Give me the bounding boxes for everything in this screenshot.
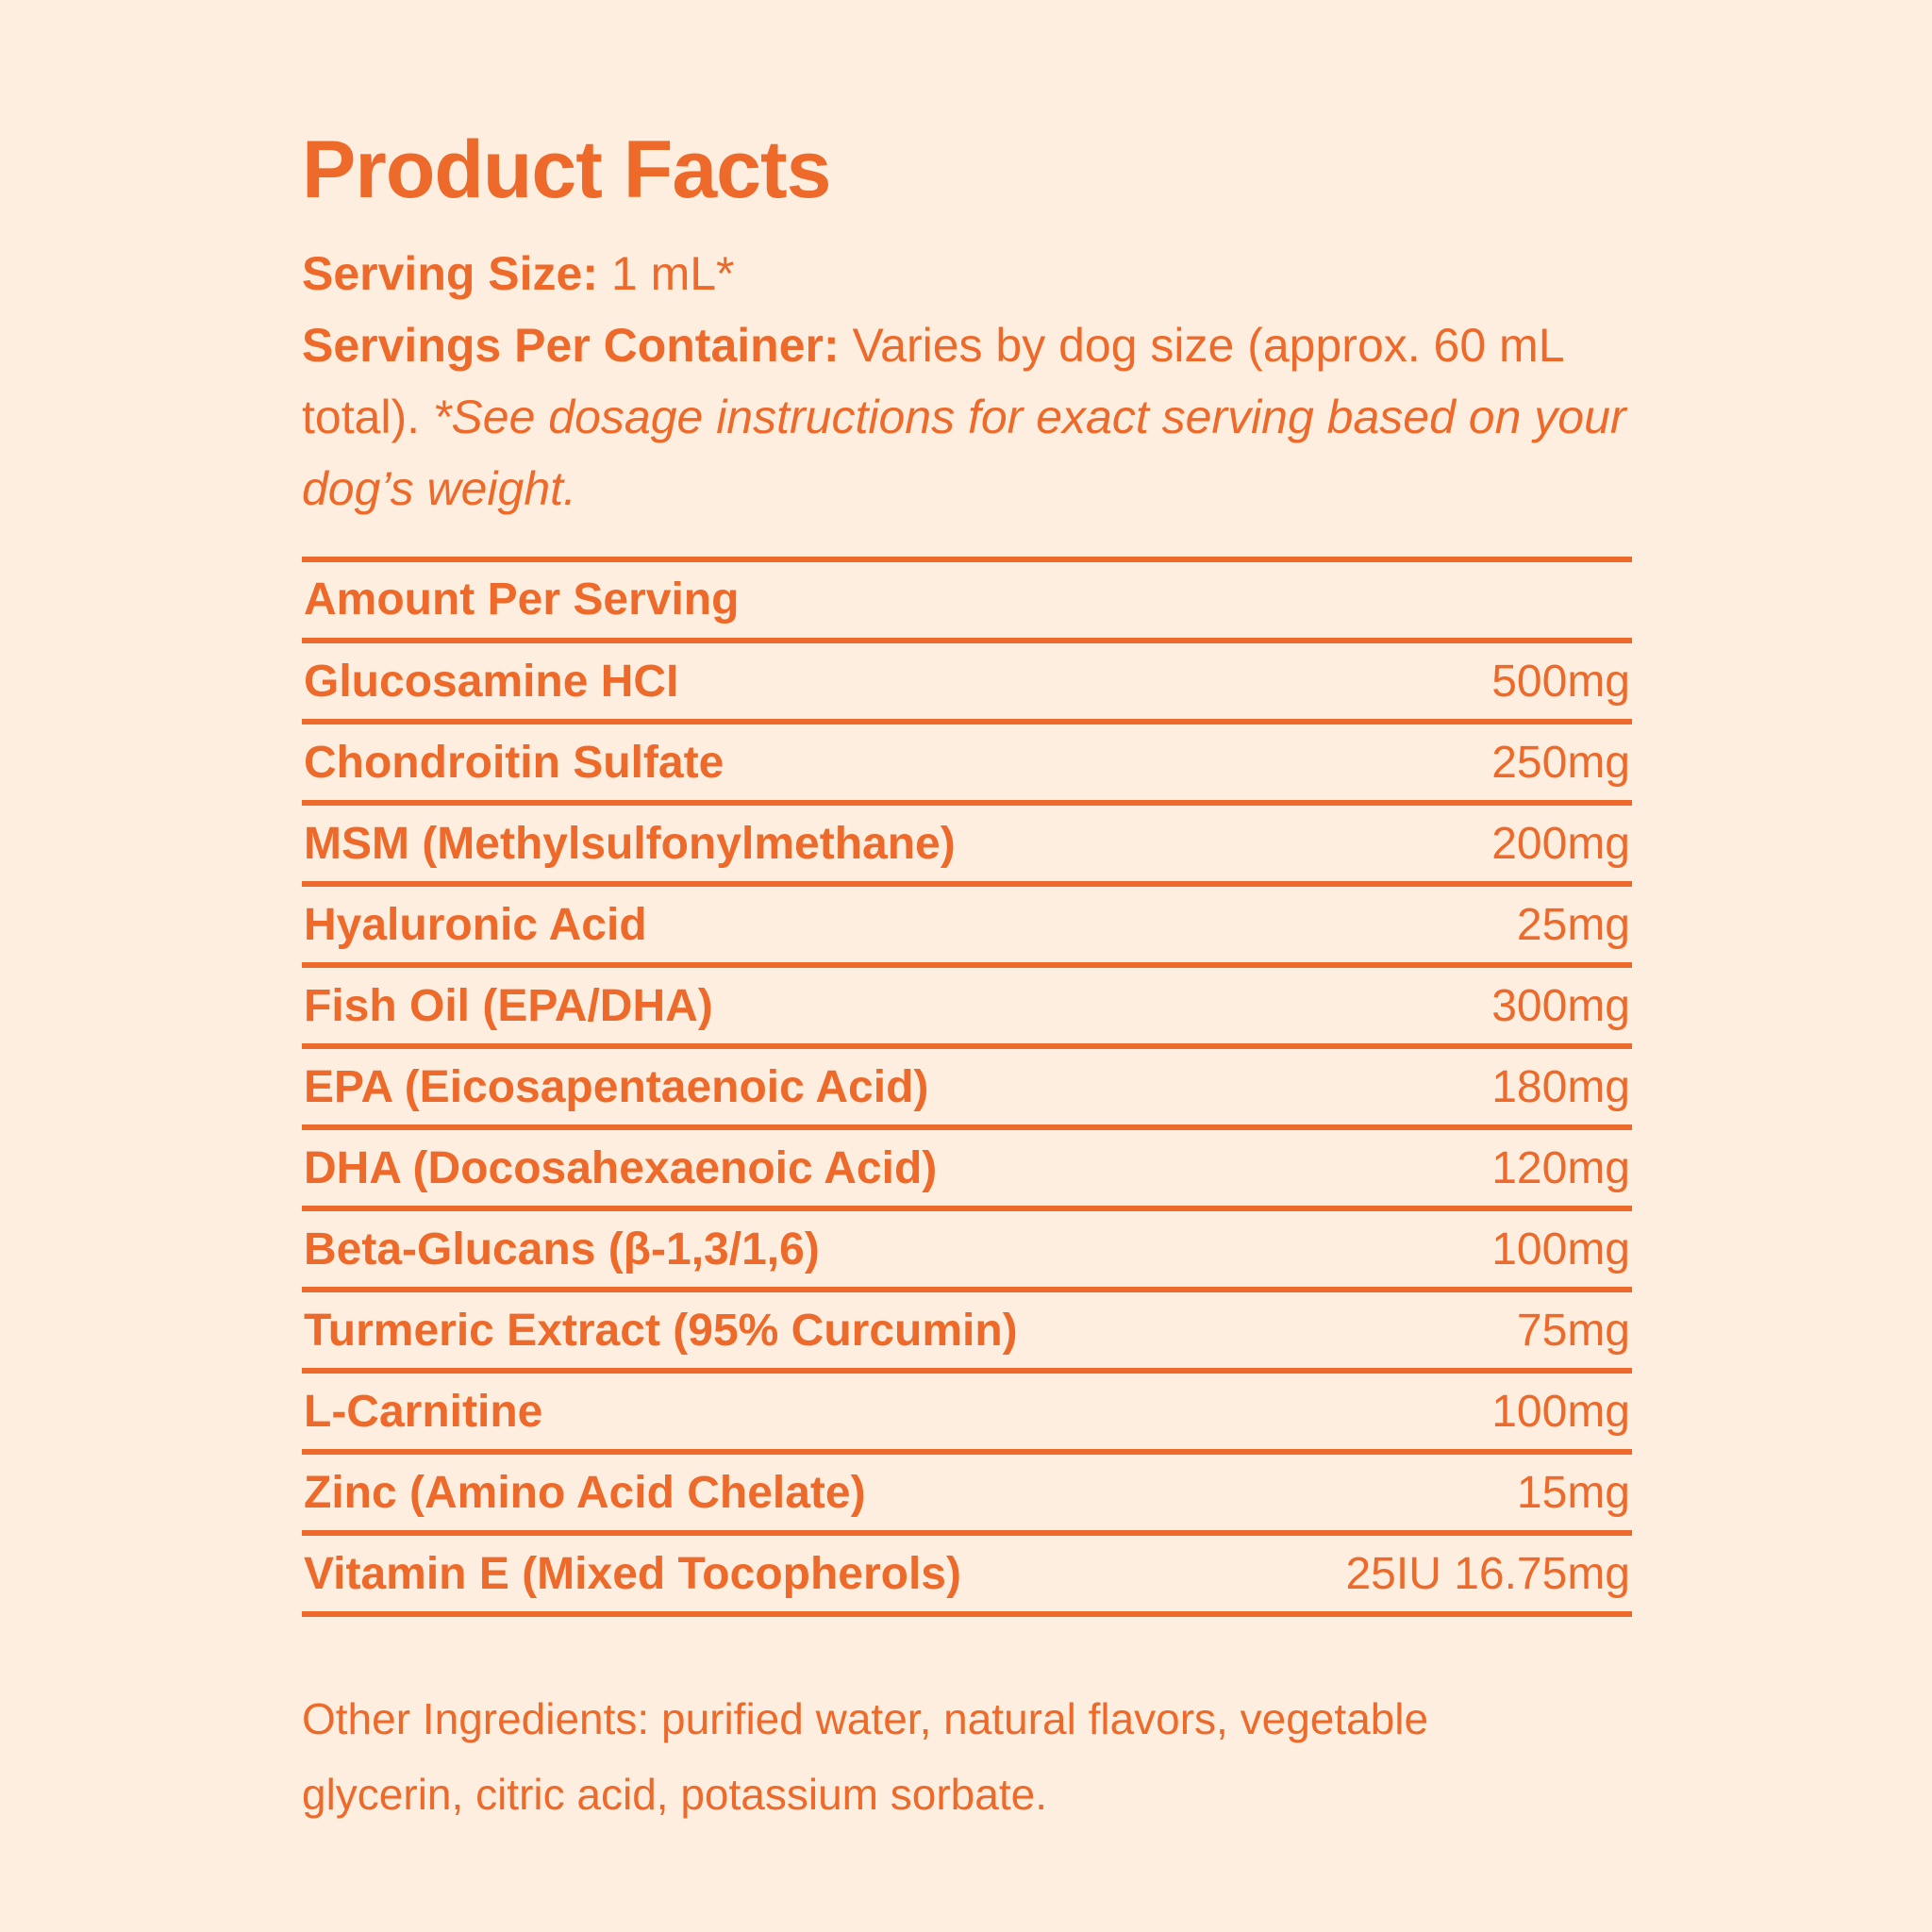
ingredient-name: Hyaluronic Acid (304, 899, 647, 950)
table-row (302, 643, 1632, 724)
ingredient-amount: 100mg (1491, 1386, 1630, 1437)
table-row (302, 1455, 1632, 1536)
serving-size-label: Serving Size: (302, 247, 598, 300)
ingredient-name: MSM (Methylsulfonylmethane) (304, 818, 956, 869)
ingredient-name: L-Carnitine (304, 1386, 543, 1437)
table-row (302, 806, 1632, 887)
table-row (302, 1049, 1632, 1130)
table-row (302, 724, 1632, 806)
ingredient-name: Fish Oil (EPA/DHA) (304, 980, 713, 1031)
ingredient-name: Chondroitin Sulfate (304, 737, 724, 788)
ingredient-amount: 500mg (1491, 656, 1630, 707)
ingredient-amount: 250mg (1491, 737, 1630, 788)
dosage-note: *See dosage instructions for exact serving based on your dog’s weight. (302, 391, 1626, 515)
serving-size-line (302, 238, 1632, 309)
table-row (302, 1292, 1632, 1374)
ingredient-name: Beta-Glucans (β-1,3/1,6) (304, 1224, 820, 1274)
ingredient-amount: 15mg (1516, 1467, 1630, 1518)
table-row (302, 1130, 1632, 1211)
ingredient-name: Zinc (Amino Acid Chelate) (304, 1467, 866, 1518)
ingredient-name: DHA (Docosahexaenoic Acid) (304, 1142, 938, 1193)
ingredient-amount: 25IU 16.75mg (1345, 1548, 1630, 1599)
servings-per-container-line (302, 309, 1632, 525)
ingredient-name: Vitamin E (Mixed Tocopherols) (304, 1548, 961, 1599)
table-row (302, 1211, 1632, 1292)
servings-per-container-label: Servings Per Container: (302, 319, 840, 372)
ingredient-amount: 25mg (1516, 899, 1630, 950)
product-facts-panel (302, 123, 1632, 1832)
ingredient-amount: 300mg (1491, 980, 1630, 1031)
servings-per-container-value: Varies by dog size (approx. 60 mL total). (302, 319, 1563, 443)
table-rows (302, 643, 1632, 1617)
table-row (302, 1536, 1632, 1617)
ingredient-amount: 180mg (1491, 1061, 1630, 1112)
ingredient-amount: 75mg (1516, 1305, 1630, 1356)
ingredient-name: Turmeric Extract (95% Curcumin) (304, 1305, 1018, 1356)
serving-size-value: 1 mL* (598, 247, 735, 300)
serving-info (302, 238, 1632, 525)
facts-table (302, 557, 1632, 1617)
ingredient-amount: 120mg (1491, 1142, 1630, 1193)
table-row (302, 968, 1632, 1049)
ingredient-amount: 200mg (1491, 818, 1630, 869)
page-title: Product Facts (302, 125, 831, 215)
table-row (302, 887, 1632, 968)
other-ingredients: Other Ingredients: purified water, natural flavors, vegetable glycerin, citric acid, potassium sorbate. (302, 1694, 1429, 1819)
ingredient-name: Glucosamine HCI (304, 656, 679, 707)
ingredient-amount: 100mg (1491, 1224, 1630, 1274)
ingredient-name: EPA (Eicosapentaenoic Acid) (304, 1061, 929, 1112)
table-header: Amount Per Serving (302, 562, 1632, 643)
table-row (302, 1374, 1632, 1455)
